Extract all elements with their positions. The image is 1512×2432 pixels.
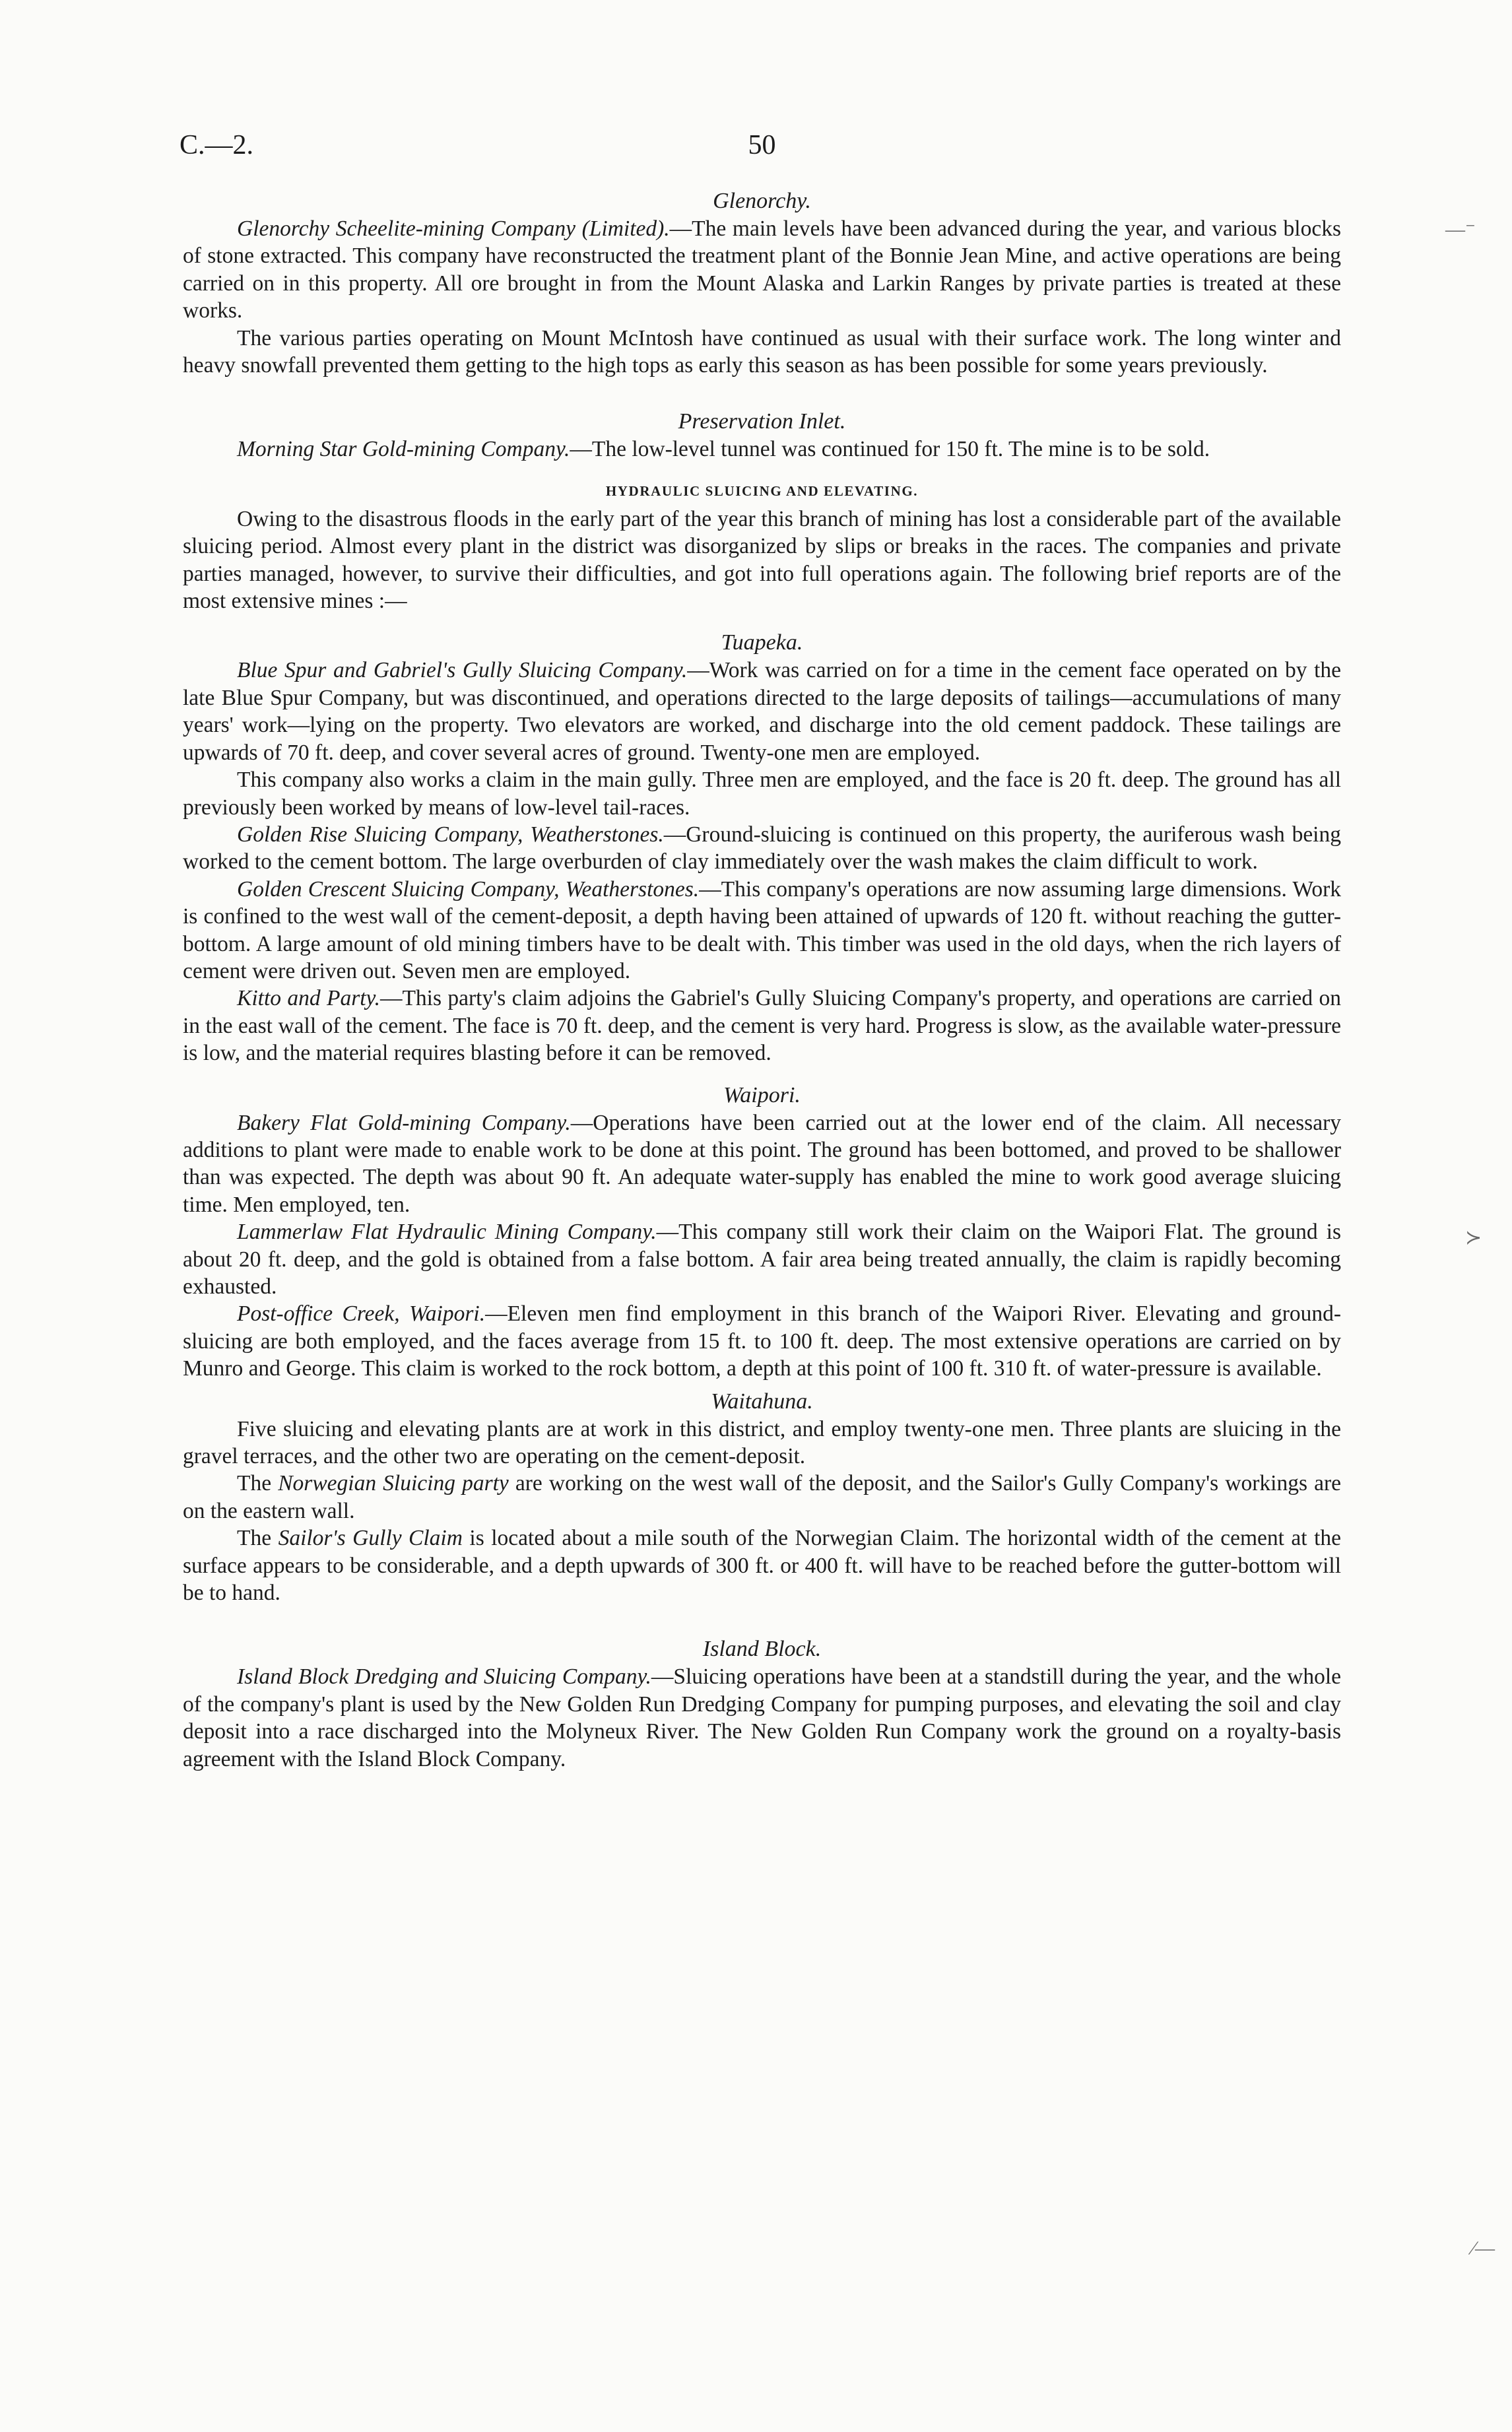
- company-name: Golden Crescent Sluicing Company, Weatherstones.: [237, 876, 700, 902]
- paragraph: [183, 1300, 1341, 1382]
- section-heading-tuapeka: Tuapeka.: [721, 630, 803, 655]
- section-heading-waipori: Waipori.: [723, 1082, 801, 1107]
- paragraph-text: —This party's claim adjoins the Gabriel's Gully Sluicing Company's property, and operations are carried on in the east wall of the cement. The face is 70 ft. deep, and the cement is very hard. Progress is slow, as the available water-pressure is low, and the material requires blasting before it can be removed.: [183, 986, 1341, 1066]
- margin-mark: —⁻: [1445, 218, 1476, 240]
- paragraph: [183, 436, 1341, 463]
- paragraph: [183, 985, 1341, 1067]
- paragraph-text: The: [237, 1471, 279, 1496]
- paragraph: [183, 1525, 1341, 1606]
- paragraph: [183, 215, 1341, 325]
- paragraph-text: —Sluicing operations have been at a standstill during the year, and the whole of the company's plant is used by the New Golden Run Dredging Company for pumping purposes, and elevating the soil and clay deposit into a race discharged into the Molyneux River. The New Golden Run Company work the ground on a royalty-basis agreement with the Island Block Company.: [183, 1664, 1341, 1771]
- paragraph: [183, 657, 1341, 766]
- company-name: Blue Spur and Gabriel's Gully Sluicing Company.: [237, 658, 688, 683]
- paragraph-text: —Operations have been carried out at the lower end of the claim. All necessary additions to plant were made to enable work to be done at this point. The ground has been bottomed, and proved to be shallower than was expected. The depth was about 90 ft. An adequate water-supply has enabled the mine to work good average sluicing time. Men employed, ten.: [183, 1110, 1341, 1217]
- paragraph-text: —This company still work their claim on the Waipori Flat. The ground is about 20 ft. deep, and the gold is obtained from a false bottom. A fair area being treated annually, the claim is rapidly becoming exhausted.: [183, 1220, 1341, 1299]
- paragraph: [183, 1470, 1341, 1525]
- paragraph: [183, 1109, 1341, 1219]
- paragraph: Owing to the disastrous floods in the early part of the year this branch of mining has lost a considerable part of the available sluicing period. Almost every plant in the district was disorganized by slips or breaks in the races. The companies and private parties managed, however, to survive their difficulties, and got into full operations again. The following brief reports are of the most extensive mines :—: [183, 506, 1341, 614]
- company-name: Glenorchy Scheelite-mining Company (Limited).: [237, 216, 670, 241]
- paragraph-text: are working on the west wall of the deposit, and the Sailor's Gully Company's workings are on the eastern wall.: [183, 1471, 1341, 1523]
- paragraph-text: —The main levels have been advanced during the year, and various blocks of stone extracted. This company have reconstructed the treatment plant of the Bonnie Jean Mine, and active operations are being carried on in this property. All ore brought in from the Mount Alaska and Larkin Ranges by private parties is treated at these works.: [183, 216, 1341, 323]
- document-reference: C.—2.: [180, 130, 254, 160]
- section-heading-preservation-inlet: Preservation Inlet.: [678, 409, 846, 434]
- company-name: Sailor's Gully Claim: [278, 1526, 463, 1551]
- company-name: Golden Rise Sluicing Company, Weatherstones.: [237, 822, 664, 847]
- paragraph: [183, 876, 1341, 985]
- paragraph-text: —Ground-sluicing is continued on this property, the auriferous wash being worked to the cement bottom. The large overburden of clay immediately over the wash makes the claim difficult to work.: [183, 822, 1341, 874]
- company-name: Kitto and Party.: [237, 986, 380, 1011]
- paragraph-text: is located about a mile south of the Norwegian Claim. The horizontal width of the cement at the surface appears to be considerable, and a depth upwards of 300 ft. or 400 ft. will have to be reached before the gutter-bottom will be to hand.: [183, 1526, 1342, 1606]
- company-name: Morning Star Gold-mining Company.: [237, 437, 570, 462]
- paragraph: [183, 1218, 1341, 1300]
- margin-mark: ⁄—: [1472, 2237, 1496, 2259]
- paragraph-text: The: [237, 1526, 279, 1551]
- paragraph-text: —The low-level tunnel was continued for 150 ft. The mine is to be sold.: [570, 437, 1210, 462]
- company-name: Island Block Dredging and Sluicing Company.: [237, 1664, 651, 1690]
- section-heading-hydraulic: HYDRAULIC SLUICING AND ELEVATING.: [605, 482, 919, 499]
- paragraph: Five sluicing and elevating plants are at work in this district, and employ twenty-one men. Three plants are sluicing in the gravel terraces, and the other two are operating on the cement-deposit.: [183, 1416, 1341, 1469]
- paragraph: [183, 1663, 1341, 1773]
- company-name: Lammerlaw Flat Hydraulic Mining Company.: [237, 1220, 657, 1245]
- paragraph: [183, 821, 1341, 876]
- paragraph-text: —This company's operations are now assuming large dimensions. Work is confined to the west wall of the cement-deposit, a depth having been attained of upwards of 120 ft. without reaching the gutter-bottom. A large amount of old mining timbers have to be dealt with. This timber was used in the old days, when the rich layers of cement were driven out. Seven men are employed.: [183, 876, 1342, 983]
- document-page: [180, 130, 1342, 1773]
- paragraph: This company also works a claim in the main gully. Three men are employed, and the face is 20 ft. deep. The ground has all previously been worked by means of low-level tail-races.: [183, 768, 1341, 820]
- company-name: Post-office Creek, Waipori.: [237, 1301, 486, 1327]
- section-heading-waitahuna: Waitahuna.: [711, 1389, 813, 1414]
- paragraph-text: —Work was carried on for a time in the cement face operated on by the late Blue Spur Company, but was discontinued, and operations directed to the large deposits of tailings—accumulations of many years' work—lying on the property. Two elevators are worked, and discharge into the old cement paddock. These tailings are upwards of 70 ft. deep, and cover several acres of ground. Twenty-one men are employed.: [183, 658, 1341, 765]
- page-number: 50: [748, 130, 776, 160]
- paragraph: The various parties operating on Mount McIntosh have continued as usual with their surface work. The long winter and heavy snowfall prevented them getting to the high tops as early this season as has been possible for some years previously.: [183, 325, 1341, 378]
- company-name: Norwegian Sluicing party: [278, 1471, 509, 1496]
- page-header: [180, 130, 1341, 187]
- company-name: Bakery Flat Gold-mining Company.: [237, 1110, 571, 1135]
- section-heading-glenorchy: Glenorchy.: [713, 189, 811, 213]
- section-heading-island-block: Island Block.: [702, 1637, 822, 1662]
- margin-mark: ≻: [1465, 1227, 1482, 1249]
- paragraph-text: —Eleven men find employment in this branch of the Waipori River. Elevating and ground-sluicing are both employed, and the faces average from 15 ft. to 100 ft. deep. The most extensive operations are carried on by Munro and George. This claim is worked to the rock bottom, a depth at this point of 100 ft. 310 ft. of water-pressure is available.: [183, 1301, 1341, 1381]
